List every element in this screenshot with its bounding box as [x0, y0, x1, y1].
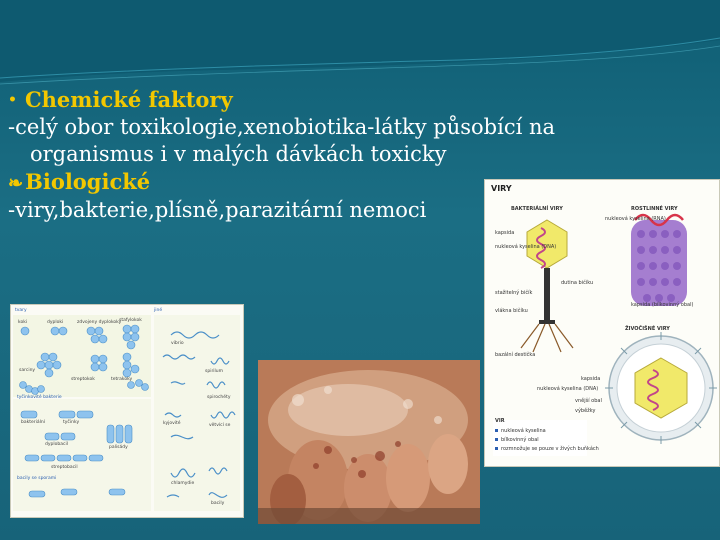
bacteria-label: tetrakoky — [111, 377, 133, 382]
arrow-bullet-icon: ❧ — [8, 173, 24, 194]
virus-label: kapsida (bílkovinný obal) — [631, 302, 694, 308]
virus-label: VIR — [495, 418, 505, 424]
virus-label: vnější obal — [575, 398, 602, 404]
photo-illustration — [258, 360, 480, 524]
bacteria-label: vibrio — [171, 341, 184, 346]
bacteria-left-header: tvary — [15, 308, 27, 313]
bacteria-label: chlamydie — [171, 481, 195, 486]
bacteria-label: dyploki — [47, 320, 64, 325]
bullet-biological-label: Biologické — [25, 169, 151, 194]
virus-label: vlákna bičíku — [495, 308, 528, 314]
animal-viruses-label: ŽIVOČIŠNÉ VIRY — [625, 326, 670, 332]
virus-label: bílkovinný obal — [501, 437, 539, 443]
bacteria-label: bakteriální — [21, 420, 45, 425]
virus-figure-title: VIRY — [491, 184, 512, 193]
bacteria-label: tyčinkovité bakterie — [17, 395, 62, 400]
virus-label: stažitelný bičík — [495, 290, 533, 296]
bacteria-label: bacily se sporami — [17, 476, 57, 481]
bacteria-label: větvící se — [209, 423, 231, 428]
virus-label: kapsida — [495, 230, 515, 236]
bacteria-illustrations — [11, 305, 243, 517]
virus-label: kapsida — [581, 376, 601, 382]
bacteria-label: streptobacil — [51, 465, 78, 470]
bullet-dot-icon: • — [8, 92, 17, 108]
virus-label: nukleová kyselina (DNA) — [495, 244, 557, 250]
virus-label: bazální destička — [495, 352, 536, 358]
bacteria-label: palisády — [109, 445, 128, 450]
virus-types-figure — [484, 179, 720, 467]
chemical-desc-line1: -celý obor toxikologie,xenobiotika-látky působící na — [8, 115, 556, 139]
virus-label: rozmnožuje se pouze v živých buňkách — [501, 446, 599, 452]
virus-label: nukleová kyselina (RNA) — [605, 216, 666, 222]
chemical-desc-line2: organismus i v malých dávkách toxicky — [30, 142, 447, 166]
bacteria-shapes-figure — [10, 304, 244, 518]
bacterial-viruses-label: BAKTERIÁLNÍ VIRY — [511, 206, 563, 212]
bacteria-label: streptokok — [71, 377, 95, 382]
bacteria-label: kyjovité — [163, 421, 181, 426]
bacteria-label: zdvojeny dyplokoky — [77, 320, 122, 325]
bullet-chemical-label: Chemické faktory — [24, 87, 233, 112]
plant-viruses-label: ROSTLINNÉ VIRY — [631, 206, 678, 212]
virus-label: dutina bičíku — [561, 280, 594, 286]
skin-infection-photo — [258, 360, 480, 524]
bacteria-label: koki — [18, 320, 28, 325]
bacteria-label: stafylokok — [119, 318, 142, 323]
virus-illustrations — [485, 180, 719, 466]
bacteria-label: spirilum — [205, 369, 224, 374]
virus-label: výběžky — [575, 408, 596, 414]
virus-label: nukleová kyselina — [501, 428, 546, 434]
bacteria-label: bacily — [211, 501, 225, 506]
bacteria-label: tyčinky — [63, 420, 80, 425]
virus-label: nukleová kyselina (DNA) — [537, 386, 599, 392]
bacteria-label: spirochéty — [207, 395, 231, 400]
header-wave-decoration — [0, 0, 720, 90]
bullet-chemical — [8, 86, 618, 114]
biological-desc: -viry,bakterie,plísně,parazitární nemoci — [8, 198, 427, 222]
bacteria-label: dyplobacil — [45, 442, 68, 447]
bacteria-label: sarciny — [19, 368, 36, 373]
bacteria-right-header: jiné — [154, 308, 163, 313]
